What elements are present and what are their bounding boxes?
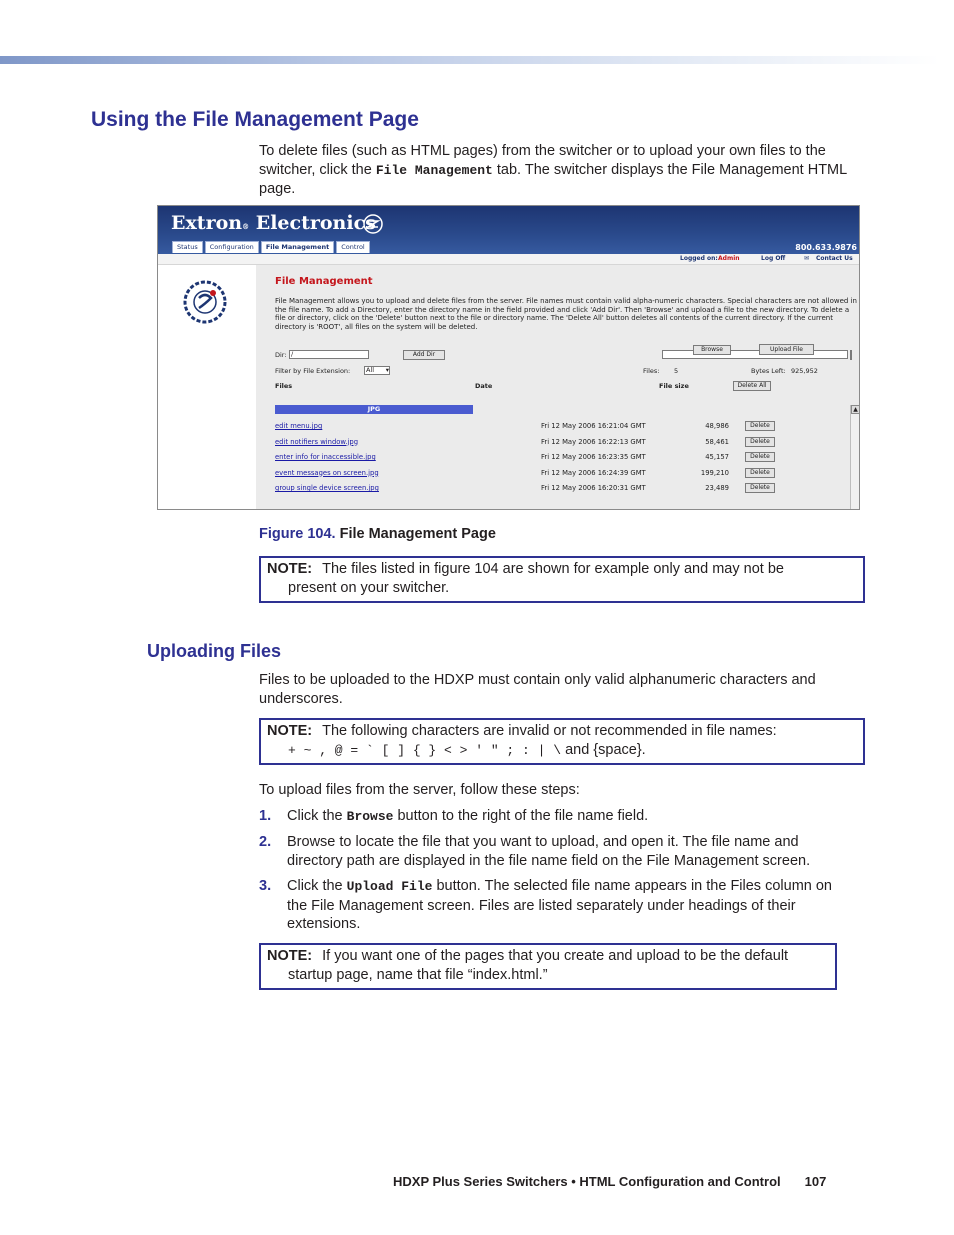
note-label: NOTE: <box>267 723 313 739</box>
filter-select[interactable]: All ▾ <box>366 366 389 374</box>
file-list-scrollbar[interactable] <box>850 405 860 509</box>
brand-logo-text: Extron® Electronics <box>171 212 376 234</box>
file-link[interactable]: edit notifiers window.jpg <box>275 437 359 446</box>
delete-all-button[interactable]: Delete All <box>733 381 771 391</box>
file-date: Fri 12 May 2006 16:20:31 GMT <box>541 484 646 492</box>
bytes-left-label: Bytes Left: <box>751 367 786 375</box>
file-size: 45,157 <box>705 453 729 461</box>
col-date-header: Date <box>475 382 493 390</box>
nav-tabs <box>172 241 370 254</box>
delete-button[interactable]: Delete <box>745 421 775 431</box>
left-rail <box>158 265 256 509</box>
file-row <box>275 420 835 435</box>
dir-input[interactable]: / <box>289 350 369 359</box>
jpg-group-header: JPG <box>275 405 473 414</box>
service-seal-icon <box>182 279 228 325</box>
header-gradient-bar <box>0 56 940 64</box>
tab-control[interactable]: Control <box>336 241 370 253</box>
note-example-files: NOTE: The files listed in figure 104 are shown for example only and may not be present on your switcher. <box>259 556 865 603</box>
file-row <box>275 482 835 497</box>
panel-description: File Management allows you to upload and delete files from the server. File names must contain valid alpha-numeric characters. Special characters are not allowed in the file name. To add a Directory, enter the directory name in the field provided and click 'Add Dir'. Then 'Browse' and upload a file to the new directory. To delete a file or directory, click on the 'Delete' button next to the file or directory name. The 'Delete All' button deletes all contents of the current directory. If the current directory is 'ROOT', all files on the system will be deleted. <box>275 297 857 331</box>
figure-caption: Figure 104. File Management Page <box>259 526 496 542</box>
file-link[interactable]: enter info for inaccessible.jpg <box>275 453 376 461</box>
section-title: Using the File Management Page <box>91 108 419 131</box>
upload-file-button[interactable]: Upload File <box>759 344 814 355</box>
delete-button[interactable]: Delete <box>745 437 775 447</box>
file-management-screenshot <box>157 205 860 510</box>
file-date: Fri 12 May 2006 16:21:04 GMT <box>541 422 646 430</box>
delete-button[interactable]: Delete <box>745 483 775 493</box>
file-row <box>275 436 835 451</box>
extron-header <box>158 206 859 254</box>
file-link[interactable]: event messages on screen.jpg <box>275 468 379 477</box>
col-size-header: File size <box>659 382 689 390</box>
note-label: NOTE: <box>267 948 313 964</box>
tab-status[interactable]: Status <box>172 241 203 253</box>
file-size: 48,986 <box>705 422 729 430</box>
logged-on-label: Logged on: <box>680 255 718 262</box>
file-size: 23,489 <box>705 484 729 492</box>
note-index-html: NOTE: If you want one of the pages that you create and upload to be the default startup page, name that file “index.html.” <box>259 943 837 990</box>
filter-label: Filter by File Extension: <box>275 367 351 375</box>
panel-title: File Management <box>275 276 373 287</box>
file-management-tab-ref: File Management <box>375 162 493 178</box>
extron-logo-icon <box>362 213 384 235</box>
file-name-input[interactable] <box>662 350 848 359</box>
files-count-value: 5 <box>674 367 679 375</box>
file-row <box>275 467 835 482</box>
footer-title: HDXP Plus Series Switchers • HTML Configuration and Control <box>393 1174 781 1189</box>
login-strip <box>158 254 859 265</box>
tab-file-management[interactable]: File Management <box>261 241 334 253</box>
chevron-down-icon: ▾ <box>385 366 389 374</box>
browse-button-ref: Browse <box>346 809 394 824</box>
bytes-left-value: 925,952 <box>791 367 818 375</box>
logged-on-user: Admin <box>718 255 740 262</box>
log-off-link[interactable]: Log Off <box>761 255 786 262</box>
invalid-characters: + ~ , @ = ` [ ] { } < > ' " ; : | \ <box>288 743 562 758</box>
tab-configuration[interactable]: Configuration <box>205 241 259 253</box>
page-footer <box>393 1174 826 1189</box>
add-dir-button[interactable]: Add Dir <box>403 350 445 360</box>
scroll-up-icon[interactable]: ▲ <box>851 405 860 414</box>
file-management-panel <box>256 265 859 509</box>
phone-number: 800.633.9876 <box>795 243 857 252</box>
delete-button[interactable]: Delete <box>745 452 775 462</box>
file-date: Fri 12 May 2006 16:23:35 GMT <box>541 453 646 461</box>
files-count-label: Files: <box>643 367 660 375</box>
dir-label: Dir: <box>275 351 287 359</box>
upload-file-button-ref: Upload File <box>346 879 433 894</box>
browse-button[interactable]: Browse <box>693 345 731 355</box>
subsection-title: Uploading Files <box>147 641 282 661</box>
file-row <box>275 451 835 466</box>
file-size: 58,461 <box>705 437 729 446</box>
file-link[interactable]: group single device screen.jpg <box>275 484 379 492</box>
mail-icon: ✉ <box>804 255 810 262</box>
upload-intro: Files to be uploaded to the HDXP must contain only valid alphanumeric characters and underscores. <box>259 672 816 707</box>
file-size: 199,210 <box>700 468 729 477</box>
file-date: Fri 12 May 2006 16:22:13 GMT <box>541 437 646 446</box>
intro-paragraph: To delete files (such as HTML pages) from the switcher or to upload your own files to the switcher, click the File Management tab. The switcher displays the File Management HTML page. <box>259 143 847 197</box>
file-link[interactable]: edit menu.jpg <box>275 422 323 430</box>
note-label: NOTE: <box>267 561 313 577</box>
contact-us-link[interactable]: Contact Us <box>816 255 853 262</box>
page-number: 107 <box>804 1174 827 1189</box>
delete-button[interactable]: Delete <box>745 468 775 478</box>
file-date: Fri 12 May 2006 16:24:39 GMT <box>541 468 646 477</box>
steps-intro: To upload files from the server, follow these steps: <box>259 782 580 798</box>
col-files-header: Files <box>275 382 293 390</box>
note-invalid-characters: NOTE: The following characters are invalid or not recommended in file names: + ~ , @ = ` [ ] { } < > ' " ; : | \ and {space}. <box>259 718 865 765</box>
